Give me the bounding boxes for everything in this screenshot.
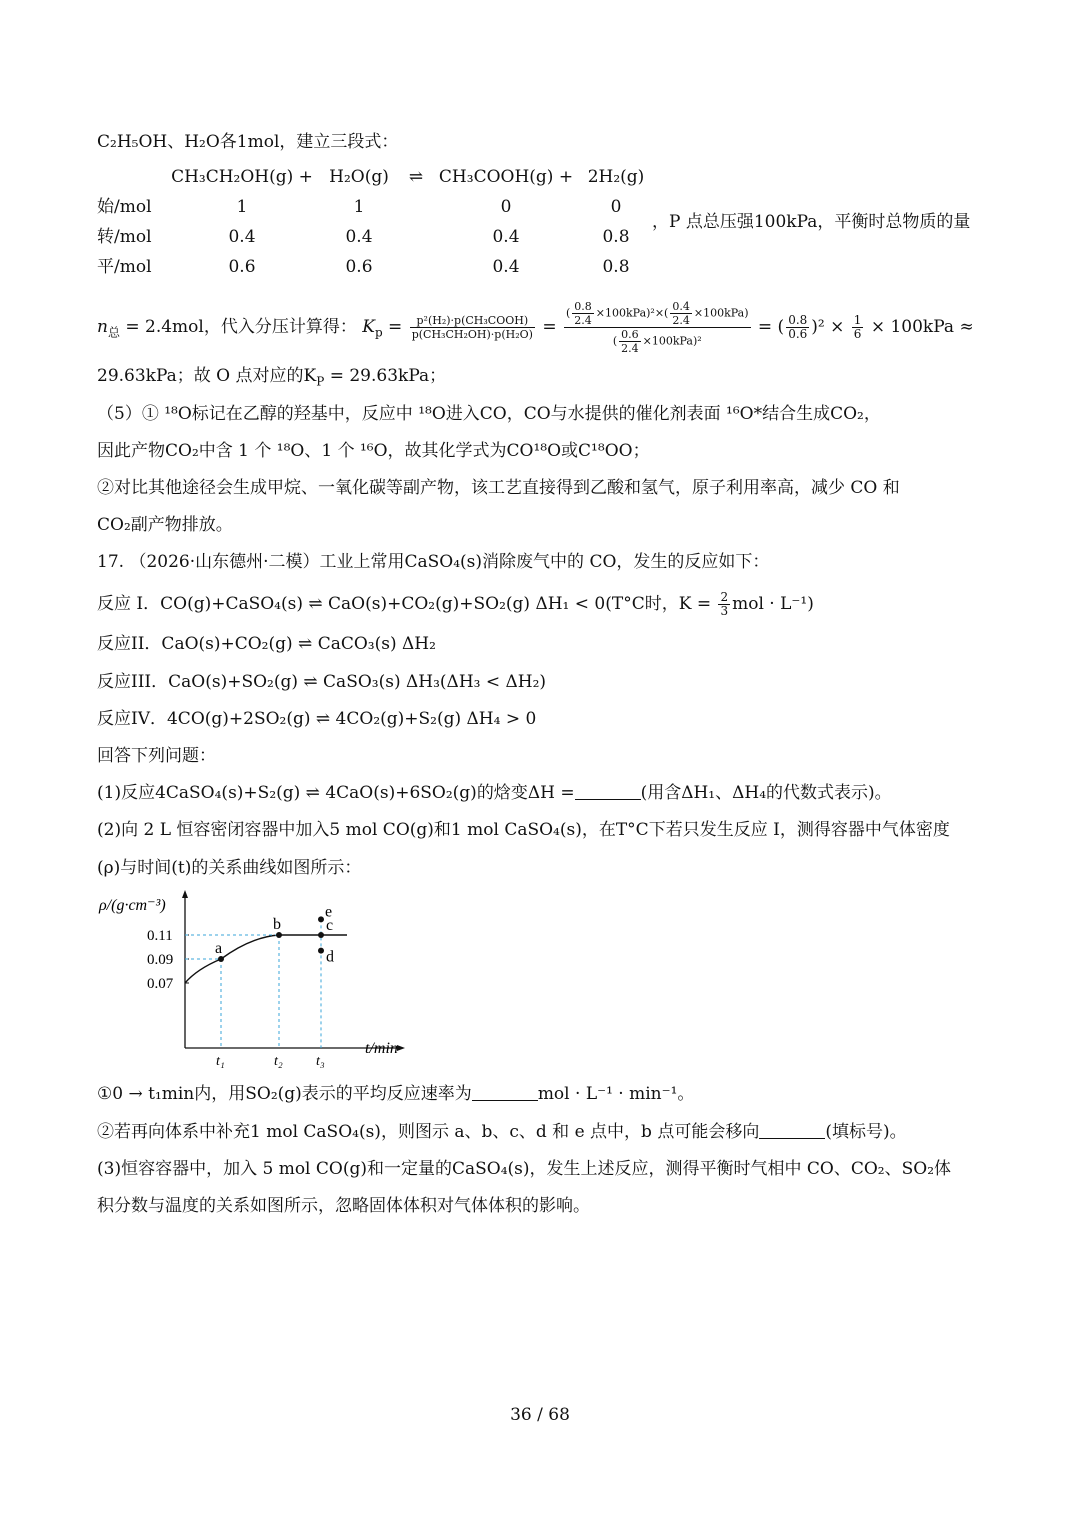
table-row-label: 平/mol bbox=[97, 257, 152, 277]
density-time-chart bbox=[97, 888, 427, 1078]
table-cell: 0.8 bbox=[602, 257, 630, 277]
question-1-text: (1)反应4CaSO₄(s)+S₂(g) ⇌ 4CaO(s)+6SO₂(g)的焓变ΔH = bbox=[97, 783, 575, 803]
question-1-tail: (用含ΔH₁、ΔH₄的代数式表示)。 bbox=[640, 783, 892, 803]
unit: ×100kPa bbox=[642, 334, 693, 348]
reaction-1-unit: mol · L⁻¹) bbox=[732, 594, 814, 614]
frac-num: 0.6 bbox=[621, 328, 639, 341]
y-tick-label: 0.09 bbox=[147, 952, 174, 968]
question-2-i-text: ①0 → t₁min内，用SO₂(g)表示的平均反应速率为 bbox=[97, 1084, 472, 1104]
frac-num: 2 bbox=[720, 590, 729, 604]
answer-blank[interactable] bbox=[759, 1122, 825, 1139]
frac-num: 0.8 bbox=[788, 313, 808, 327]
point-label-a: a bbox=[215, 940, 223, 957]
table-cell: 0.8 bbox=[602, 227, 630, 247]
table-row-label: 始/mol bbox=[97, 197, 152, 217]
n-total-text: = 2.4mol，代入分压计算得： bbox=[119, 317, 357, 337]
y-axis-label: ρ/(g·cm⁻³) bbox=[99, 897, 166, 914]
table-cell: 1 bbox=[353, 197, 365, 217]
point-label-b: b bbox=[273, 916, 281, 933]
frac-den: 6 bbox=[853, 327, 862, 341]
frac-num: 0.4 bbox=[672, 300, 690, 313]
question-2-line2: (ρ)与时间(t)的关系曲线如图所示： bbox=[97, 858, 362, 878]
kp-expansion-numerator: ( $\frac{0.8}{2.4}$ ×100kPa)²×( $\frac{0.4}{2.4}$ ×100kPa) bbox=[566, 300, 749, 327]
question-2-i bbox=[97, 1083, 694, 1105]
kp-definition-fraction bbox=[410, 314, 535, 341]
question-2-i-unit: mol · L⁻¹ · min⁻¹。 bbox=[537, 1084, 695, 1104]
part5-line4: CO₂副产物排放。 bbox=[97, 515, 233, 535]
table-row-label: 转/mol bbox=[97, 227, 152, 247]
point-d bbox=[318, 948, 324, 954]
table-cell: 0.4 bbox=[228, 227, 256, 247]
reaction-1 bbox=[97, 591, 814, 618]
x-axis-label: t/min bbox=[365, 1040, 398, 1057]
answer-blank[interactable] bbox=[575, 783, 641, 800]
table-cell: 0.4 bbox=[492, 227, 520, 247]
point-label-e: e bbox=[325, 903, 333, 921]
question-2-ii-tail: (填标号)。 bbox=[825, 1122, 907, 1142]
y-tick-label: 0.07 bbox=[147, 976, 174, 992]
table-header-water: H₂O(g) bbox=[329, 167, 389, 187]
kp-tail: × 100kPa ≈ bbox=[870, 317, 974, 337]
n-subscript: 总 bbox=[107, 325, 120, 340]
kp-expansion-fraction bbox=[564, 300, 751, 355]
kp-symbol: K bbox=[362, 317, 375, 337]
table-header-arrow: ⇌ bbox=[408, 167, 424, 187]
kp-formula-line: $n_总 = 2.4mol$，代入分压计算得： $K_p$ = $\frac{\text{p²(H₂)·p(CH₃COOH)}}{\text{p(CH₃CH₂OH)·p(H₂O)}}$ = ( $\frac{0.8}{2.4}$ ×100kPa)²×( $\frac{0.4}{2.4}$ ×100kPa) ( $\frac{0.6}{2.4}$ ×100kPa)² = ( $\frac{0.8}{0.6}$ )² × $\frac{1}{6}$ × 100kPa ≈ bbox=[97, 300, 974, 355]
table-cell: 0.6 bbox=[228, 257, 256, 277]
page-number: 36 / 68 bbox=[510, 1405, 570, 1425]
unit: ×100kPa bbox=[595, 306, 647, 320]
kp-result-subscript: P bbox=[316, 374, 325, 389]
kp-def-denominator: p(CH₃CH₂OH)·p(H₂O) bbox=[411, 328, 533, 341]
x-tick-label: t₂ bbox=[274, 1054, 283, 1069]
unit: ×100kPa bbox=[693, 306, 745, 320]
kp-result-end: = 29.63kPa； bbox=[324, 366, 447, 386]
table-cell: 0 bbox=[500, 197, 512, 217]
table-side-note: ，P 点总压强100kPa，平衡时总物质的量 bbox=[652, 212, 971, 232]
frac-den: 2.4 bbox=[621, 342, 639, 355]
table-header-acetic: CH₃COOH(g) + bbox=[438, 167, 574, 187]
y-tick-label: 0.11 bbox=[147, 928, 173, 944]
sixth-fraction bbox=[852, 314, 864, 341]
frac-num: 0.8 bbox=[574, 300, 592, 313]
reaction-1-text: 反应 I．CO(g)+CaSO₄(s) ⇌ CaO(s)+CO₂(g)+SO₂(g) ΔH₁ < 0(T°C时，K = bbox=[97, 594, 717, 614]
ratio-fraction bbox=[786, 314, 809, 341]
question-17-title: 17. （2026·山东德州·二模）工业上常用CaSO₄(s)消除废气中的 CO，发生的反应如下： bbox=[97, 552, 770, 572]
reaction-2: 反应II．CaO(s)+CO₂(g) ⇌ CaCO₃(s) ΔH₂ bbox=[97, 634, 436, 654]
x-tick-label: t₁ bbox=[216, 1054, 225, 1069]
frac-den: 2.4 bbox=[574, 314, 592, 327]
table-cell: 0 bbox=[610, 197, 622, 217]
frac-num: 1 bbox=[853, 313, 862, 327]
kp-subscript: p bbox=[374, 325, 383, 340]
part5-line2: 因此产物CO₂中含 1 个 ¹⁸O、1 个 ¹⁶O，故其化学式为CO¹⁸O或C¹⁸OO； bbox=[97, 441, 650, 461]
table-cell: 0.6 bbox=[345, 257, 373, 277]
question-3-line1: (3)恒容容器中，加入 5 mol CO(g)和一定量的CaSO₄(s)，发生上述反应，测得平衡时气相中 CO、CO₂、SO₂体 bbox=[97, 1159, 952, 1179]
table-cell: 0.4 bbox=[492, 257, 520, 277]
question-3-line2: 积分数与温度的关系如图所示，忽略固体体积对气体体积的影响。 bbox=[97, 1196, 590, 1216]
question-2-ii-text: ②若再向体系中补充1 mol CaSO₄(s)，则图示 a、b、c、d 和 e 点中，b 点可能会移向 bbox=[97, 1122, 760, 1142]
reaction-4: 反应IV．4CO(g)+2SO₂(g) ⇌ 4CO₂(g)+S₂(g) ΔH₄ > 0 bbox=[97, 709, 537, 729]
part5-line1: （5）① ¹⁸O标记在乙醇的羟基中，反应中 ¹⁸O进入CO，CO与水提供的催化剂表面 ¹⁶O*结合生成CO₂， bbox=[97, 404, 881, 424]
point-e bbox=[318, 916, 324, 922]
line-intro: C₂H₅OH、H₂O各1mol，建立三段式： bbox=[97, 132, 399, 152]
question-1 bbox=[97, 782, 892, 804]
question-2-line1: (2)向 2 L 恒容密闭容器中加入5 mol CO(g)和1 mol CaSO₄(s)，在T°C下若只发生反应 I，测得容器中气体密度 bbox=[97, 820, 950, 840]
point-c bbox=[318, 932, 324, 938]
x-axis-arrow bbox=[397, 1045, 405, 1051]
frac-den: 2.4 bbox=[672, 314, 690, 327]
kp-def-numerator: p²(H₂)·p(CH₃COOH) bbox=[410, 314, 535, 328]
table-cell: 1 bbox=[236, 197, 248, 217]
table-header-ethanol: CH₃CH₂OH(g) + bbox=[171, 167, 313, 187]
question-2-ii bbox=[97, 1121, 907, 1143]
three-stage-table bbox=[97, 162, 977, 284]
point-label-d: d bbox=[326, 948, 334, 966]
frac-den: 3 bbox=[720, 604, 729, 618]
reaction-3: 反应III．CaO(s)+SO₂(g) ⇌ CaSO₃(s) ΔH₃(ΔH₃ < ΔH₂) bbox=[97, 672, 547, 692]
answer-prompt: 回答下列问题： bbox=[97, 746, 216, 766]
point-label-c: c bbox=[326, 917, 334, 934]
kp-result-text: 29.63kPa；故 O 点对应的K bbox=[97, 366, 317, 386]
y-axis-arrow bbox=[182, 890, 188, 898]
kp-expansion-denominator: ( $\frac{0.6}{2.4}$ ×100kPa)² bbox=[612, 328, 702, 355]
x-tick-label: t₃ bbox=[316, 1054, 325, 1069]
table-header-hydrogen: 2H₂(g) bbox=[587, 167, 645, 187]
table-cell: 0.4 bbox=[345, 227, 373, 247]
kp-result-line bbox=[97, 365, 446, 387]
answer-blank[interactable] bbox=[472, 1084, 538, 1101]
part5-line3: ②对比其他途径会生成甲烷、一氧化碳等副产物，该工艺直接得到乙酸和氢气，原子利用率高，减少 CO 和 bbox=[97, 478, 900, 498]
k-fraction bbox=[718, 591, 730, 618]
n-symbol: n bbox=[97, 317, 108, 337]
frac-den: 0.6 bbox=[788, 327, 808, 341]
